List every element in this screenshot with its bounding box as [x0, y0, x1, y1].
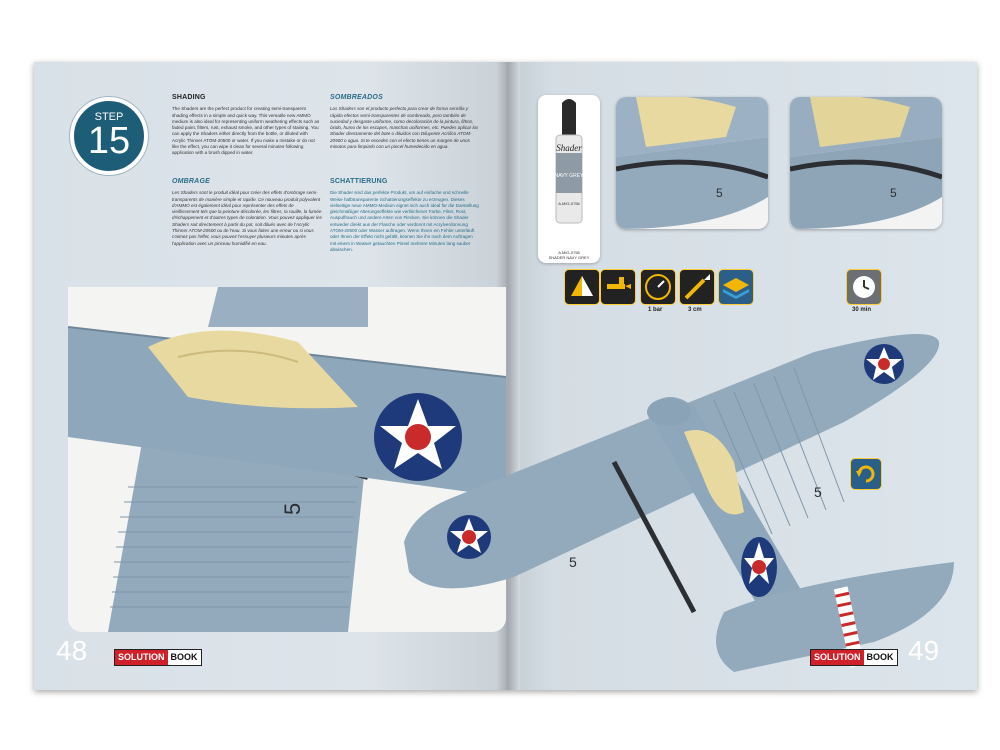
column-title-fr: OMBRAGE	[172, 178, 210, 185]
aircraft-top-view-illustration	[394, 312, 954, 672]
column-text-en: The Shaders are the perfect product for creating semi-transparent shading effects in a simple and quick way. This versatile new AMMO medium is also ideal for representing uniform weathering effects such as faded paint, filters, rust, exhaust smoke, and other types of staining. You can apply the Shaders either directly from the bottle, or diluted with Acrylic Thinner ATOM-20500 or water. If you make a mistake or do not like the effect, you can wipe it clean for several minutes following application with a brush dipped in water.	[172, 106, 320, 156]
column-title-en: SHADING	[172, 94, 206, 101]
solution-book-logo-right	[810, 649, 898, 666]
distance-label: 3 cm	[688, 307, 702, 313]
thumbnail-after	[790, 97, 942, 229]
bottle-color-name: NAVY GREY	[554, 173, 584, 179]
rotate-view-icon	[850, 458, 882, 490]
thumbnail-before	[616, 97, 768, 229]
step-badge	[70, 97, 148, 175]
airbrush-icon	[600, 269, 636, 305]
time-label: 30 min	[852, 307, 872, 313]
step-word: STEP	[94, 111, 124, 123]
shading-effect-icon	[564, 269, 600, 305]
brand-book: BOOK	[168, 650, 201, 665]
spray-distance-icon	[679, 269, 715, 305]
column-text-es: Los Shaders son el producto perfecto para crear de forma sencilla y rápida efectos semi-transparentes de sombreado, pero también de suciedad y desgaste uniforme, como decoloración de la pintura, filtros, óxido, humo de los escapes, manchas uniformes, etc. Puedes aplicar los Shader directamente del bote o diluidos con Diluyente Acrílico ATOM-20500 o agua. Si te excedes con el efecto tienes un margen de unos minutos para limpiarlo con un pincel humedecido en agua.	[330, 106, 479, 150]
text-column-en	[172, 95, 322, 157]
text-column-fr	[172, 179, 322, 247]
aircraft-number-wing: 5	[569, 554, 577, 570]
shader-bottle-icon	[538, 95, 600, 245]
brand-solution-right: SOLUTION	[811, 650, 864, 665]
book-spread	[34, 62, 977, 690]
brand-solution: SOLUTION	[115, 650, 168, 665]
column-title-de: SCHATTIERUNG	[330, 178, 388, 185]
step-number: 15	[87, 120, 131, 162]
column-text-fr: Les Shaders sont le produit idéal pour créer des effets d'ombrage semi-transparents de manière simple et rapide. Ce nouveau produit polyvalent d'AMMO est également idéal pour représenter des effets de vieillissement tels que la peinture décolorée, les filtres, la rouille, la fumée d'échappement et d'autres types de coloration. Vous pouvez appliquer les Shaders soit directement à partir du pot, soit dilués avec de l'Acrylic Thinner ATOM-20500 ou de l'eau. Si vous faites une erreur ou si vous n'aimez pas l'effet, vous pouvez l'essuyer plusieurs minutes après l'application avec un pinceau humidifié en eau.	[172, 190, 322, 246]
pressure-gauge-icon	[640, 269, 676, 305]
text-column-de	[330, 179, 480, 253]
column-title-es: SOMBREADOS	[330, 94, 383, 101]
column-text-de: Die Shader sind das perfekte Produkt, um auf einfache und schnelle Weise halbtransparente Schattierungseffekte zu erzeugen. Dieses vielseitige neue AMMO-Medium eignet sich auch ideal für die Darstellung gleichmäßiger Alterungseffekte wie verblichener Farbe, Filter, Rost, Auspuffrauch und andere Arten von Flecken. Sie können die Shader entweder direkt aus der Flasche oder verdünnt mit Acrylverdünnung ATOM-20500 oder Wasser auftragen. Wenn Ihnen ein Fehler unterläuft oder Ihnen der Effekt nicht gefällt, können Sie ihn nach dem Auftragen mit einem in Wasser getauchten Pinsel mehrere Minuten lang sauber abwischen.	[330, 190, 479, 252]
thumbnail-number-1: 5	[716, 186, 723, 200]
pressure-label: 1 bar	[648, 307, 663, 313]
bottle-code: A.MIG-0756	[558, 201, 580, 206]
product-bottle-card	[538, 95, 600, 263]
text-column-es	[330, 95, 480, 150]
bottle-brand: Shader	[556, 143, 582, 153]
page-number-left: 48	[56, 635, 88, 666]
thumbnail-number-2: 5	[890, 186, 897, 200]
brand-book-right: BOOK	[864, 650, 897, 665]
drying-time-icon	[846, 269, 882, 305]
aircraft-number-left: 5	[280, 502, 305, 515]
aircraft-number-wing-right: 5	[814, 484, 822, 500]
layers-icon	[718, 269, 754, 305]
solution-book-logo-left	[114, 649, 202, 666]
page-number-right: 49	[908, 635, 940, 666]
bottle-caption: A.MIG-0756 SHADER NAVY GREY	[548, 250, 590, 260]
